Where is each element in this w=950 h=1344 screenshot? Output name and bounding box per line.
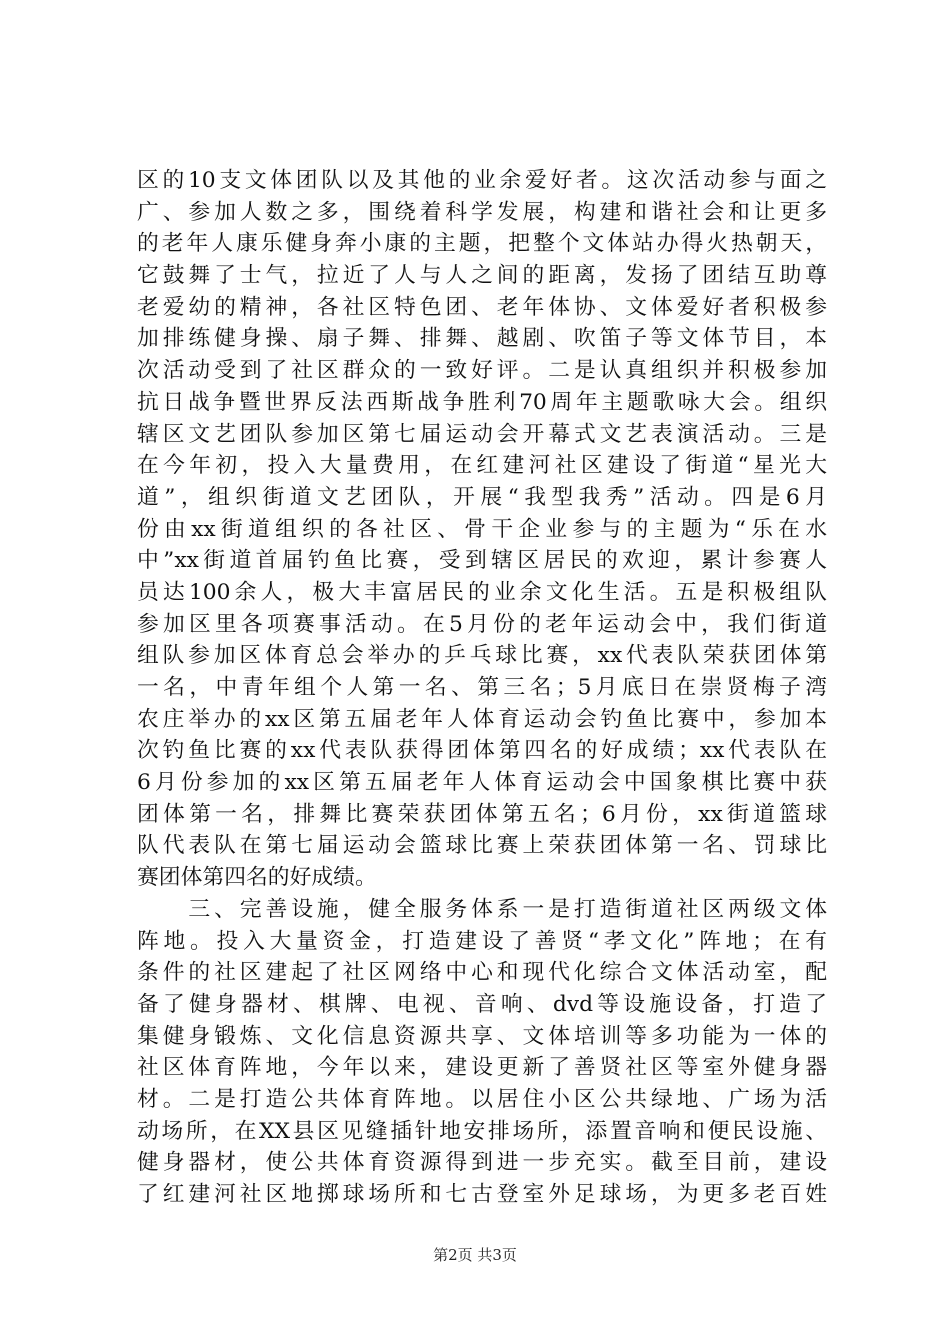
text-line: 队代表队在第七届运动会篮球比赛上荣获团体第一名、罚球比 [137, 833, 827, 859]
page-footer: 第2页 共3页 [433, 1246, 517, 1264]
text-line: 阵地。投入大量资金，打造建设了善贤“孝文化”阵地；在有 [137, 928, 827, 954]
body-text [137, 165, 827, 1211]
text-line: 中”xx街道首届钓鱼比赛，受到辖区居民的欢迎，累计参赛人 [137, 548, 827, 574]
text-line: 健身器材，使公共体育资源得到进一步充实。截至目前，建设 [137, 1150, 827, 1176]
text-line: 加排练健身操、扇子舞、排舞、越剧、吹笛子等文体节目，本 [137, 326, 827, 352]
text-line: 参加区里各项赛事活动。在5月份的老年运动会中，我们街道 [137, 611, 827, 637]
text-line: 团体第一名，排舞比赛荣获团体第五名；6月份，xx街道篮球 [137, 801, 827, 827]
text-line: 道”，组织街道文艺团队，开展“我型我秀”活动。四是6月 [137, 484, 827, 510]
text-line: 备了健身器材、棋牌、电视、音响、dvd等设施设备，打造了 [137, 991, 827, 1017]
text-line: 它鼓舞了士气，拉近了人与人之间的距离，发扬了团结互助尊 [137, 263, 827, 289]
text-line: 6月份参加的xx区第五届老年人体育运动会中国象棋比赛中获 [137, 770, 827, 796]
text-line: 抗日战争暨世界反法西斯战争胜利70周年主题歌咏大会。组织 [137, 389, 827, 415]
text-line: 次活动受到了社区群众的一致好评。二是认真组织并积极参加 [137, 358, 827, 384]
text-line: 一名，中青年组个人第一名、第三名；5月底日在崇贤梅子湾 [137, 675, 827, 700]
text-line: 老爱幼的精神，各社区特色团、老年体协、文体爱好者积极参 [137, 294, 827, 320]
text-line: 了红建河社区地掷球场所和七古登室外足球场，为更多老百姓 [137, 1182, 827, 1207]
paragraph-end-line: 赛团体第四名的好成绩。 [137, 865, 377, 891]
text-line: 动场所，在XX县区见缝插针地安排场所，添置音响和便民设施、 [137, 1118, 827, 1144]
text-line: 农庄举办的xx区第五届老年人体育运动会钓鱼比赛中，参加本 [137, 706, 827, 732]
text-line: 组队参加区体育总会举办的乒乓球比赛，xx代表队荣获团体第 [137, 643, 827, 669]
text-line: 的老年人康乐健身奔小康的主题，把整个文体站办得火热朝天， [137, 231, 827, 257]
text-line: 条件的社区建起了社区网络中心和现代化综合文体活动室，配 [137, 960, 827, 986]
text-line: 集健身锻炼、文化信息资源共享、文体培训等多功能为一体的 [137, 1023, 827, 1049]
text-line: 员达100余人，极大丰富居民的业余文化生活。五是积极组队 [137, 579, 827, 605]
text-line: 材。二是打造公共体育阵地。以居住小区公共绿地、广场为活 [137, 1086, 827, 1112]
text-line: 广、参加人数之多，围绕着科学发展，构建和谐社会和让更多 [137, 199, 827, 225]
text-line: 次钓鱼比赛的xx代表队获得团体第四名的好成绩；xx代表队在 [137, 738, 827, 764]
text-line: 份由xx街道组织的各社区、骨干企业参与的主题为“乐在水 [137, 516, 827, 542]
text-line: 辖区文艺团队参加区第七届运动会开幕式文艺表演活动。三是 [137, 421, 827, 447]
text-line: 区的10支文体团队以及其他的业余爱好者。这次活动参与面之 [137, 168, 827, 193]
text-line: 在今年初，投入大量费用，在红建河社区建设了街道“星光大 [137, 453, 827, 479]
text-line: 社区体育阵地，今年以来，建设更新了善贤社区等室外健身器 [137, 1055, 827, 1081]
section-heading-line: 三、完善设施，健全服务体系一是打造街道社区两级文体 [137, 896, 827, 922]
